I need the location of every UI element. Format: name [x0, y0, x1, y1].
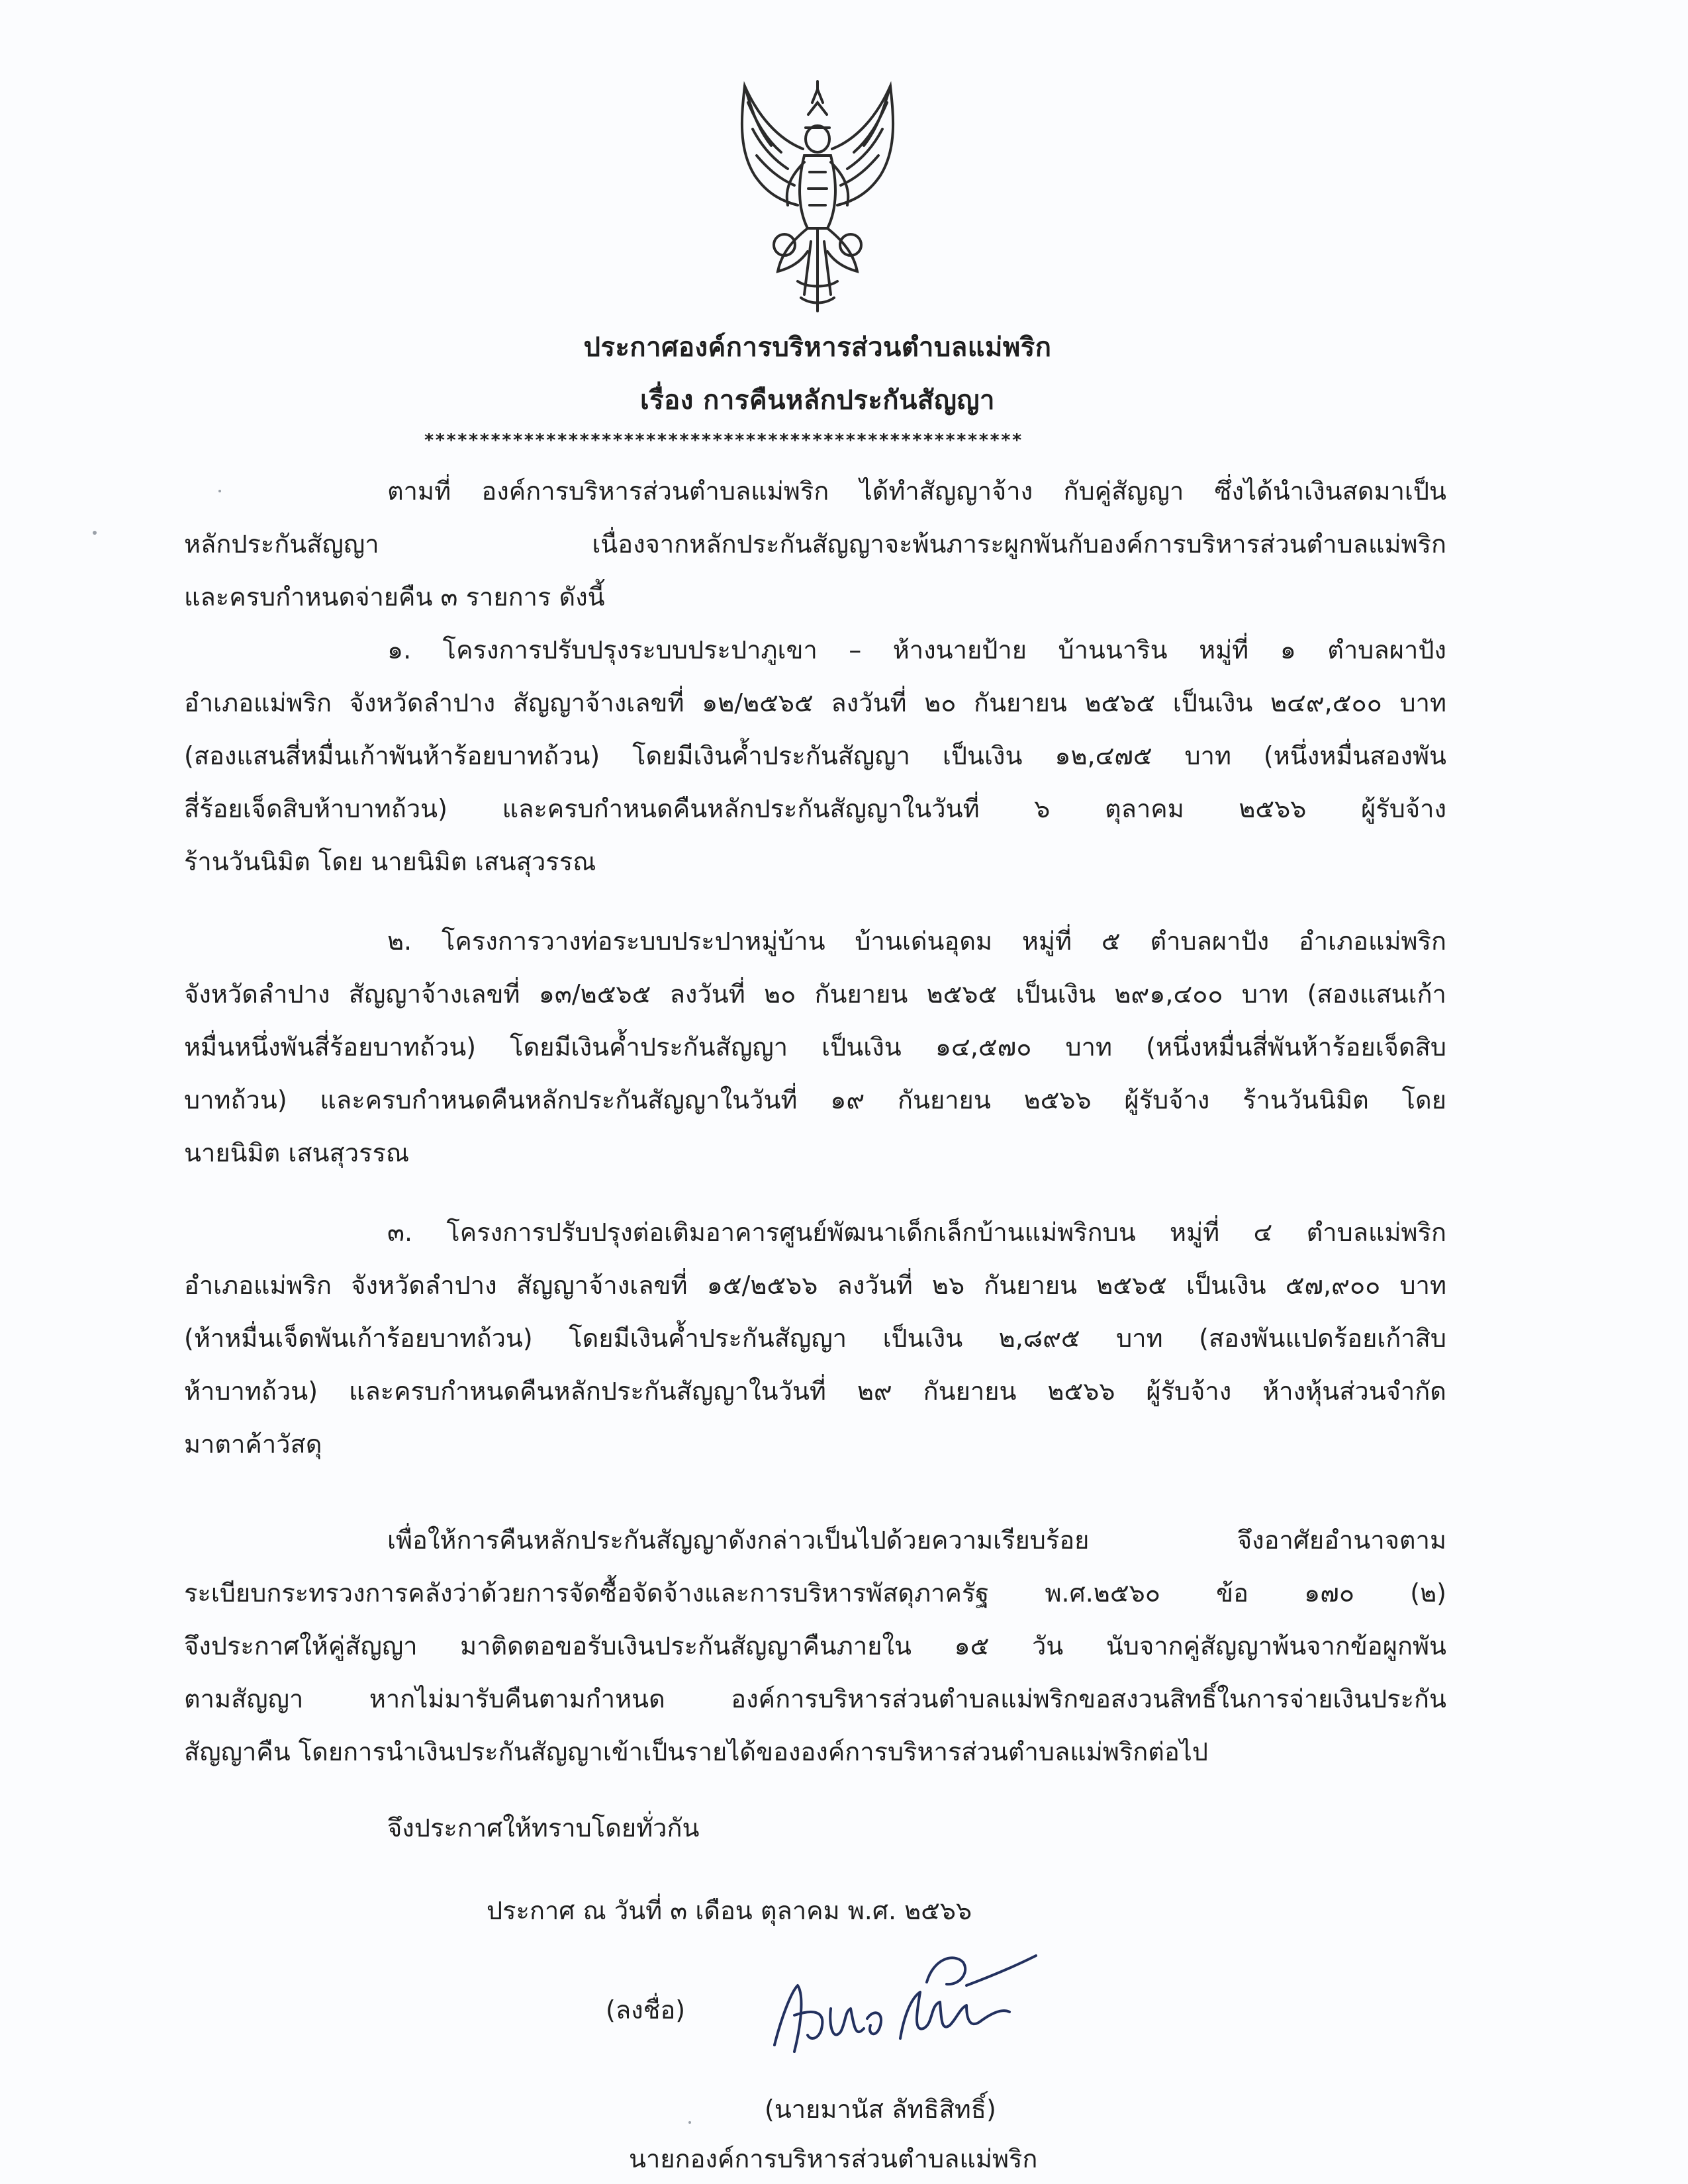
intro-line: ตามที่ องค์การบริหารส่วนตำบลแม่พริก ได้ทำสัญญาจ้าง กับคู่สัญญา ซึ่งได้นำเงินสดมาเป็น — [387, 477, 1446, 506]
announce-line: จึงประกาศให้ทราบโดยทั่วกัน — [387, 1813, 700, 1843]
signer-title: นายกองค์การบริหารส่วนตำบลแม่พริก — [629, 2144, 1038, 2173]
item-1-line: (สองแสนสี่หมื่นเก้าพันห้าร้อยบาทถ้วน) โดยมีเงินค้ำประกันสัญญา เป็นเงิน ๑๒,๔๗๕ บาท (หนึ่งหมื่นสองพัน — [184, 741, 1446, 770]
scan-speck — [688, 2121, 691, 2124]
item-1-line: สี่ร้อยเจ็ดสิบห้าบาทถ้วน) และครบกำหนดคืนหลักประกันสัญญาในวันที่ ๖ ตุลาคม ๒๕๖๖ ผู้รับจ้าง — [184, 794, 1446, 823]
item-1-line: อำเภอแม่พริก จังหวัดลำปาง สัญญาจ้างเลขที่ ๑๒/๒๕๖๕ ลงวันที่ ๒๐ กันยายน ๒๕๖๕ เป็นเงิน ๒๔๙,๕๐๐ บาท — [184, 688, 1446, 717]
item-3-line: ๓. โครงการปรับปรุงต่อเติมอาคารศูนย์พัฒนาเด็กเล็กบ้านแม่พริกบน หมู่ที่ ๔ ตำบลแม่พริก — [387, 1218, 1446, 1247]
closing-line: จึงประกาศให้คู่สัญญา มาติดตอขอรับเงินประกันสัญญาคืนภายใน ๑๕ วัน นับจากคู่สัญญาพ้นจากข้อผูกพัน — [184, 1631, 1446, 1661]
scan-speck — [93, 531, 97, 535]
handwritten-signature-icon — [768, 1946, 1046, 2062]
item-1-line: ๑. โครงการปรับปรุงระบบประปาภูเขา – ห้างนายป้าย บ้านนาริน หมู่ที่ ๑ ตำบลผาปัง — [387, 635, 1446, 664]
item-3-line: (ห้าหมื่นเจ็ดพันเก้าร้อยบาทถ้วน) โดยมีเงินค้ำประกันสัญญา เป็นเงิน ๒,๘๙๕ บาท (สองพันแปดร้อยเก้าสิบ — [184, 1324, 1446, 1353]
closing-line: สัญญาคืน โดยการนำเงินประกันสัญญาเข้าเป็นรายได้ขององค์การบริหารส่วนตำบลแม่พริกต่อไป — [184, 1737, 1209, 1766]
closing-line: เพื่อให้การคืนหลักประกันสัญญาดังกล่าวเป็นไปด้วยความเรียบร้อย จึงอาศัยอำนาจตาม — [387, 1525, 1446, 1555]
separator-line: ****************************************************** — [424, 430, 1023, 451]
garuda-emblem-icon — [718, 76, 917, 318]
date-line: ประกาศ ณ วันที่ ๓ เดือน ตุลาคม พ.ศ. ๒๕๖๖ — [487, 1896, 972, 1925]
closing-line: ระเบียบกระทรวงการคลังว่าด้วยการจัดซื้อจัดจ้างและการบริหารพัสดุภาครัฐ พ.ศ.๒๕๖๐ ข้อ ๑๗๐ (๒) — [184, 1578, 1446, 1608]
announcement-subject: เรื่อง การคืนหลักประกันสัญญา — [640, 385, 995, 416]
intro-line: และครบกำหนดจ่ายคืน ๓ รายการ ดังนี้ — [184, 582, 605, 612]
item-2-line: นายนิมิต เสนสุวรรณ — [184, 1138, 410, 1167]
scan-speck — [218, 490, 221, 492]
closing-line: ตามสัญญา หากไม่มารับคืนตามกำหนด องค์การบริหารส่วนตำบลแม่พริกขอสงวนสิทธิ์ในการจ่ายเงินประกัน — [184, 1684, 1446, 1713]
item-2-line: หมื่นหนึ่งพันสี่ร้อยบาทถ้วน) โดยมีเงินค้ำประกันสัญญา เป็นเงิน ๑๔,๕๗๐ บาท (หนึ่งหมื่นสี่พันห้าร้อยเจ็ดสิบ — [184, 1032, 1446, 1062]
item-2-line: ๒. โครงการวางท่อระบบประปาหมู่บ้าน บ้านเด่นอุดม หมู่ที่ ๕ ตำบลผาปัง อำเภอแม่พริก — [387, 927, 1446, 956]
item-3-line: มาตาค้าวัสดุ — [184, 1430, 322, 1459]
announcement-title: ประกาศองค์การบริหารส่วนตำบลแม่พริก — [583, 332, 1052, 363]
signer-name: (นายมานัส ลัทธิสิทธิ์) — [765, 2095, 996, 2124]
signature-label: (ลงชื่อ) — [606, 1995, 686, 2025]
intro-line: หลักประกันสัญญา เนื่องจากหลักประกันสัญญาจะพ้นภาระผูกพันกับองค์การบริหารส่วนตำบลแม่พริก — [184, 529, 1446, 559]
item-2-line: จังหวัดลำปาง สัญญาจ้างเลขที่ ๑๓/๒๕๖๕ ลงวันที่ ๒๐ กันยายน ๒๕๖๕ เป็นเงิน ๒๙๑,๔๐๐ บาท (สองแสนเก้า — [184, 979, 1446, 1009]
item-3-line: ห้าบาทถ้วน) และครบกำหนดคืนหลักประกันสัญญาในวันที่ ๒๙ กันยายน ๒๕๖๖ ผู้รับจ้าง ห้างหุ้นส่วนจำกัด — [184, 1377, 1446, 1406]
item-2-line: บาทถ้วน) และครบกำหนดคืนหลักประกันสัญญาในวันที่ ๑๙ กันยายน ๒๕๖๖ ผู้รับจ้าง ร้านวันนิมิต โดย — [184, 1085, 1446, 1115]
item-3-line: อำเภอแม่พริก จังหวัดลำปาง สัญญาจ้างเลขที่ ๑๕/๒๕๖๖ ลงวันที่ ๒๖ กันยายน ๒๕๖๕ เป็นเงิน ๕๗,๙๐๐ บาท — [184, 1271, 1446, 1300]
item-1-line: ร้านวันนิมิต โดย นายนิมิต เสนสุวรรณ — [184, 847, 596, 876]
